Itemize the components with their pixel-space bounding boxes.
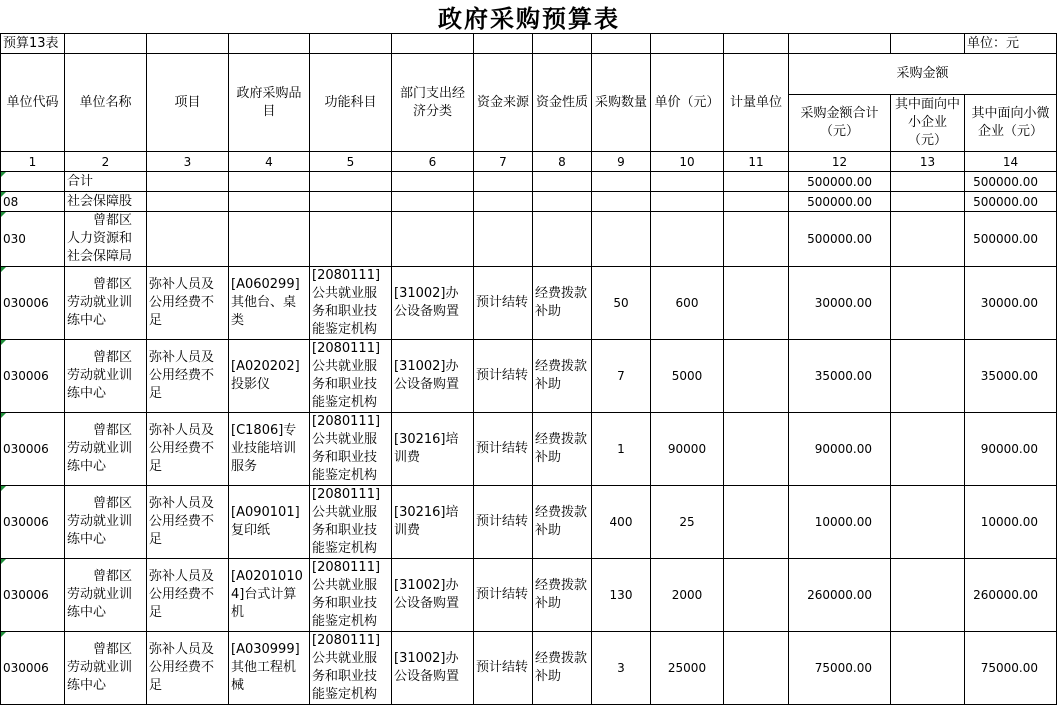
row-func: [2080111]公共就业服务和职业技能鉴定机构 [310,632,392,705]
row-name: 合计 [65,172,147,192]
header-unit-code: 单位代码 [1,54,65,152]
row-project: 弥补人员及公用经费不足 [147,413,229,486]
col-number: 5 [310,152,392,172]
row-unit [724,340,789,413]
row-item: [C1806]专业技能培训服务 [229,413,310,486]
row-code: 030006 [1,486,65,559]
col-number: 10 [651,152,724,172]
row-amount-micro: 90000.00 [965,413,1057,486]
row-name: 曾都区劳动就业训练中心 [65,632,147,705]
row-source: 预计结转 [474,413,533,486]
row-unit [724,413,789,486]
row-amount-micro: 500000.00 [965,172,1057,192]
row-amount-sme [891,172,965,192]
row-econ: [30216]培训费 [392,413,474,486]
row-amount-total: 500000.00 [789,192,891,212]
row-code: 030 [1,212,65,267]
row-amount-sme [891,632,965,705]
row-amount-sme [891,192,965,212]
row-name: 社会保障股 [65,192,147,212]
budget-table [0,33,1057,705]
row-amount-micro: 500000.00 [965,192,1057,212]
row-func: [2080111]公共就业服务和职业技能鉴定机构 [310,267,392,340]
table-row [1,486,1057,559]
summary-row-department [1,192,1057,212]
row-qty: 7 [592,340,651,413]
column-number-row [1,152,1057,172]
header-measure-unit: 计量单位 [724,54,789,152]
table-row [1,559,1057,632]
row-name: 曾都区劳动就业训练中心 [65,413,147,486]
page-title: 政府采购预算表 [438,4,620,33]
row-amount-total: 90000.00 [789,413,891,486]
row-func: [2080111]公共就业服务和职业技能鉴定机构 [310,486,392,559]
row-code: 08 [1,192,65,212]
row-nature: 经费拨款补助 [533,340,592,413]
row-amount-micro: 500000.00 [965,212,1057,267]
row-amount-micro: 35000.00 [965,340,1057,413]
row-price: 5000 [651,340,724,413]
row-amount-sme [891,340,965,413]
row-nature: 经费拨款补助 [533,413,592,486]
row-amount-sme [891,559,965,632]
row-price: 25 [651,486,724,559]
row-project: 弥补人员及公用经费不足 [147,267,229,340]
row-project: 弥补人员及公用经费不足 [147,340,229,413]
row-qty: 400 [592,486,651,559]
row-source: 预计结转 [474,559,533,632]
row-unit [724,632,789,705]
row-name: 曾都区劳动就业训练中心 [65,340,147,413]
row-source: 预计结转 [474,632,533,705]
header-quantity: 采购数量 [592,54,651,152]
col-number: 9 [592,152,651,172]
header-amount-total: 采购金额合计（元） [789,95,891,152]
row-econ: [31002]办公设备购置 [392,559,474,632]
header-amount-micro: 其中面向小微企业（元） [965,95,1057,152]
row-unit [724,486,789,559]
row-name: 曾都区劳动就业训练中心 [65,559,147,632]
row-name: 曾都区劳动就业训练中心 [65,267,147,340]
header-project: 项目 [147,54,229,152]
row-code [1,172,65,192]
col-number: 11 [724,152,789,172]
header-fund-source: 资金来源 [474,54,533,152]
table-row [1,632,1057,705]
col-number: 6 [392,152,474,172]
row-amount-micro: 260000.00 [965,559,1057,632]
row-qty: 1 [592,413,651,486]
row-nature: 经费拨款补助 [533,559,592,632]
row-source: 预计结转 [474,486,533,559]
row-price: 90000 [651,413,724,486]
summary-row-bureau [1,212,1057,267]
col-number: 4 [229,152,310,172]
row-unit [724,559,789,632]
header-amount-group: 采购金额 [789,54,1057,95]
row-amount-sme [891,486,965,559]
col-number: 2 [65,152,147,172]
row-amount-total: 10000.00 [789,486,891,559]
table-info-row [1,34,1057,54]
table-row [1,267,1057,340]
row-econ: [31002]办公设备购置 [392,340,474,413]
row-func: [2080111]公共就业服务和职业技能鉴定机构 [310,413,392,486]
col-number: 14 [965,152,1057,172]
row-amount-total: 260000.00 [789,559,891,632]
row-amount-sme [891,212,965,267]
row-item: [A030999]其他工程机械 [229,632,310,705]
row-qty: 50 [592,267,651,340]
row-func: [2080111]公共就业服务和职业技能鉴定机构 [310,340,392,413]
row-nature: 经费拨款补助 [533,632,592,705]
row-item: [A090101]复印纸 [229,486,310,559]
row-econ: [30216]培训费 [392,486,474,559]
row-amount-sme [891,267,965,340]
header-row-1 [1,54,1057,95]
row-amount-micro: 10000.00 [965,486,1057,559]
row-amount-sme [891,413,965,486]
table-id-cell: 预算13表 [1,34,65,54]
row-amount-micro: 75000.00 [965,632,1057,705]
row-item: [A02010104]台式计算机 [229,559,310,632]
col-number: 12 [789,152,891,172]
row-code: 030006 [1,559,65,632]
row-price: 25000 [651,632,724,705]
col-number: 7 [474,152,533,172]
row-project: 弥补人员及公用经费不足 [147,486,229,559]
row-price: 2000 [651,559,724,632]
row-nature: 经费拨款补助 [533,267,592,340]
row-code: 030006 [1,413,65,486]
row-amount-total: 30000.00 [789,267,891,340]
row-name: 曾都区劳动就业训练中心 [65,486,147,559]
row-amount-total: 500000.00 [789,212,891,267]
row-name: 曾都区人力资源和社会保障局 [65,212,147,267]
header-func-subject: 功能科目 [310,54,392,152]
row-source: 预计结转 [474,340,533,413]
table-row [1,413,1057,486]
header-amount-sme: 其中面向中小企业（元） [891,95,965,152]
row-code: 030006 [1,632,65,705]
row-amount-total: 35000.00 [789,340,891,413]
row-item: [A020202]投影仪 [229,340,310,413]
row-code: 030006 [1,340,65,413]
row-project: 弥补人员及公用经费不足 [147,559,229,632]
row-econ: [31002]办公设备购置 [392,632,474,705]
row-price: 600 [651,267,724,340]
col-number: 1 [1,152,65,172]
row-project: 弥补人员及公用经费不足 [147,632,229,705]
row-amount-total: 75000.00 [789,632,891,705]
row-qty: 3 [592,632,651,705]
row-nature: 经费拨款补助 [533,486,592,559]
row-qty: 130 [592,559,651,632]
col-number: 3 [147,152,229,172]
col-number: 13 [891,152,965,172]
header-econ-class: 部门支出经济分类 [392,54,474,152]
row-econ: [31002]办公设备购置 [392,267,474,340]
col-number: 8 [533,152,592,172]
row-unit [724,267,789,340]
header-unit-price: 单价（元） [651,54,724,152]
row-item: [A060299]其他台、桌类 [229,267,310,340]
unit-label-cell: 单位：元 [965,34,1057,54]
table-row [1,340,1057,413]
header-unit-name: 单位名称 [65,54,147,152]
row-amount-micro: 30000.00 [965,267,1057,340]
row-func: [2080111]公共就业服务和职业技能鉴定机构 [310,559,392,632]
row-source: 预计结转 [474,267,533,340]
header-proc-item: 政府采购品目 [229,54,310,152]
row-amount-total: 500000.00 [789,172,891,192]
row-code: 030006 [1,267,65,340]
header-fund-nature: 资金性质 [533,54,592,152]
summary-row-total [1,172,1057,192]
